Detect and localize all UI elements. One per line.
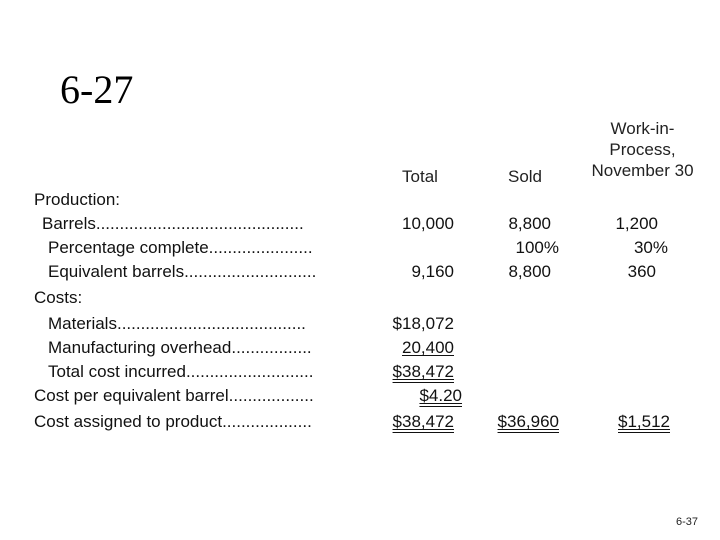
column-header-total: Total — [402, 167, 438, 186]
row-label: Cost assigned to product................... — [34, 412, 312, 431]
column-header-wip — [580, 118, 705, 181]
cell-wip: 30% — [633, 238, 668, 257]
row-label: Production: — [34, 190, 120, 209]
table-row — [0, 360, 720, 384]
table-row — [0, 384, 720, 408]
cell-total: $38,472 — [392, 362, 454, 381]
cell-sold: $36,960 — [497, 412, 559, 431]
row-label: Equivalent barrels............................ — [48, 262, 317, 281]
cell-total: $18,072 — [392, 314, 454, 333]
cell-total: $4.20 — [419, 386, 462, 405]
table-row — [0, 410, 720, 434]
wip-header-line-2: Process, — [609, 140, 676, 159]
cell-total: 20,400 — [402, 338, 454, 357]
table-row — [0, 212, 720, 236]
wip-header-line-1: Work-in- — [610, 119, 675, 138]
cell-wip: $1,512 — [618, 412, 670, 431]
cell-sold: 100% — [515, 238, 559, 257]
cell-sold: 8,800 — [508, 262, 551, 281]
table-row — [0, 260, 720, 284]
cell-total: 10,000 — [402, 214, 454, 233]
page-number: 6-37 — [675, 516, 698, 528]
row-label: Cost per equivalent barrel.................. — [34, 386, 314, 405]
slide-title: 6-27 — [60, 67, 134, 112]
column-header-sold: Sold — [507, 167, 543, 186]
cell-total: 9,160 — [411, 262, 454, 281]
row-label: Total cost incurred........................... — [48, 362, 314, 381]
row-label: Costs: — [34, 288, 83, 307]
wip-header-line-3: November 30 — [591, 161, 694, 180]
row-label: Materials........................................ — [48, 314, 306, 333]
table-row — [0, 312, 720, 336]
table-row — [0, 236, 720, 260]
row-label: Manufacturing overhead................. — [48, 338, 312, 357]
cell-total: $38,472 — [392, 412, 454, 431]
row-label: Barrels............................................ — [42, 214, 304, 233]
cell-sold: 8,800 — [508, 214, 551, 233]
table-row — [0, 188, 720, 212]
row-label: Percentage complete...................... — [48, 238, 313, 257]
cell-wip: 1,200 — [615, 214, 658, 233]
table-row — [0, 336, 720, 360]
table-row — [0, 286, 720, 310]
cell-wip: 360 — [627, 262, 656, 281]
